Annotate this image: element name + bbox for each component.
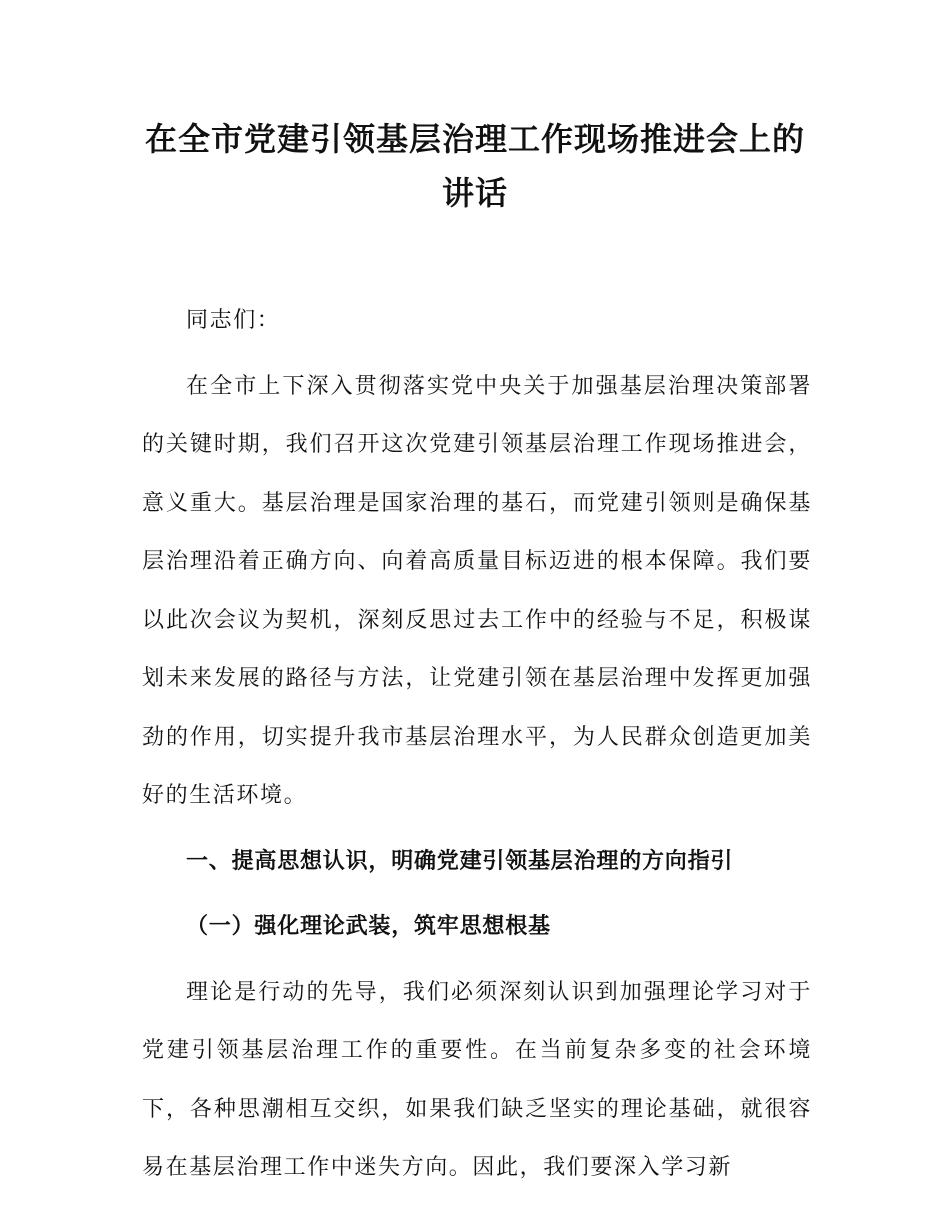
document-title: 在全市党建引领基层治理工作现场推进会上的讲话 <box>144 120 805 212</box>
section-heading-1: 一、提高思想认识，明确党建引领基层治理的方向指引 <box>186 848 734 874</box>
subsection-heading-1: （一）强化理论武装，筑牢思想根基 <box>186 914 551 939</box>
intro-paragraph: 在全市上下深入贯彻落实党中央关于加强基层治理决策部署的关键时期，我们召开这次党建引领基层治理工作现场推进会，意义重大。基层治理是国家治理的基石，而党建引领则是确保基层治理沿着正确方向、向着高质量目标迈进的根本保障。我们要以此次会议为契机，深刻反思过去工作中的经验与不足，积极谋划未来发展的路径与方法，让党建引领在基层治理中发挥更加强劲的作用，切实提升我市基层治理水平，为人民群众创造更加美好的生活环境。 <box>142 373 812 808</box>
subsection-paragraph-1: 理论是行动的先导，我们必须深刻认识到加强理论学习对于党建引领基层治理工作的重要性。在当前复杂多变的社会环境下，各种思潮相互交织，如果我们缺乏坚实的理论基础，就很容易在基层治理工作中迷失方向。因此，我们要深入学习新 <box>142 979 812 1180</box>
salutation: 同志们： <box>186 308 281 333</box>
document-body <box>142 292 812 1198</box>
